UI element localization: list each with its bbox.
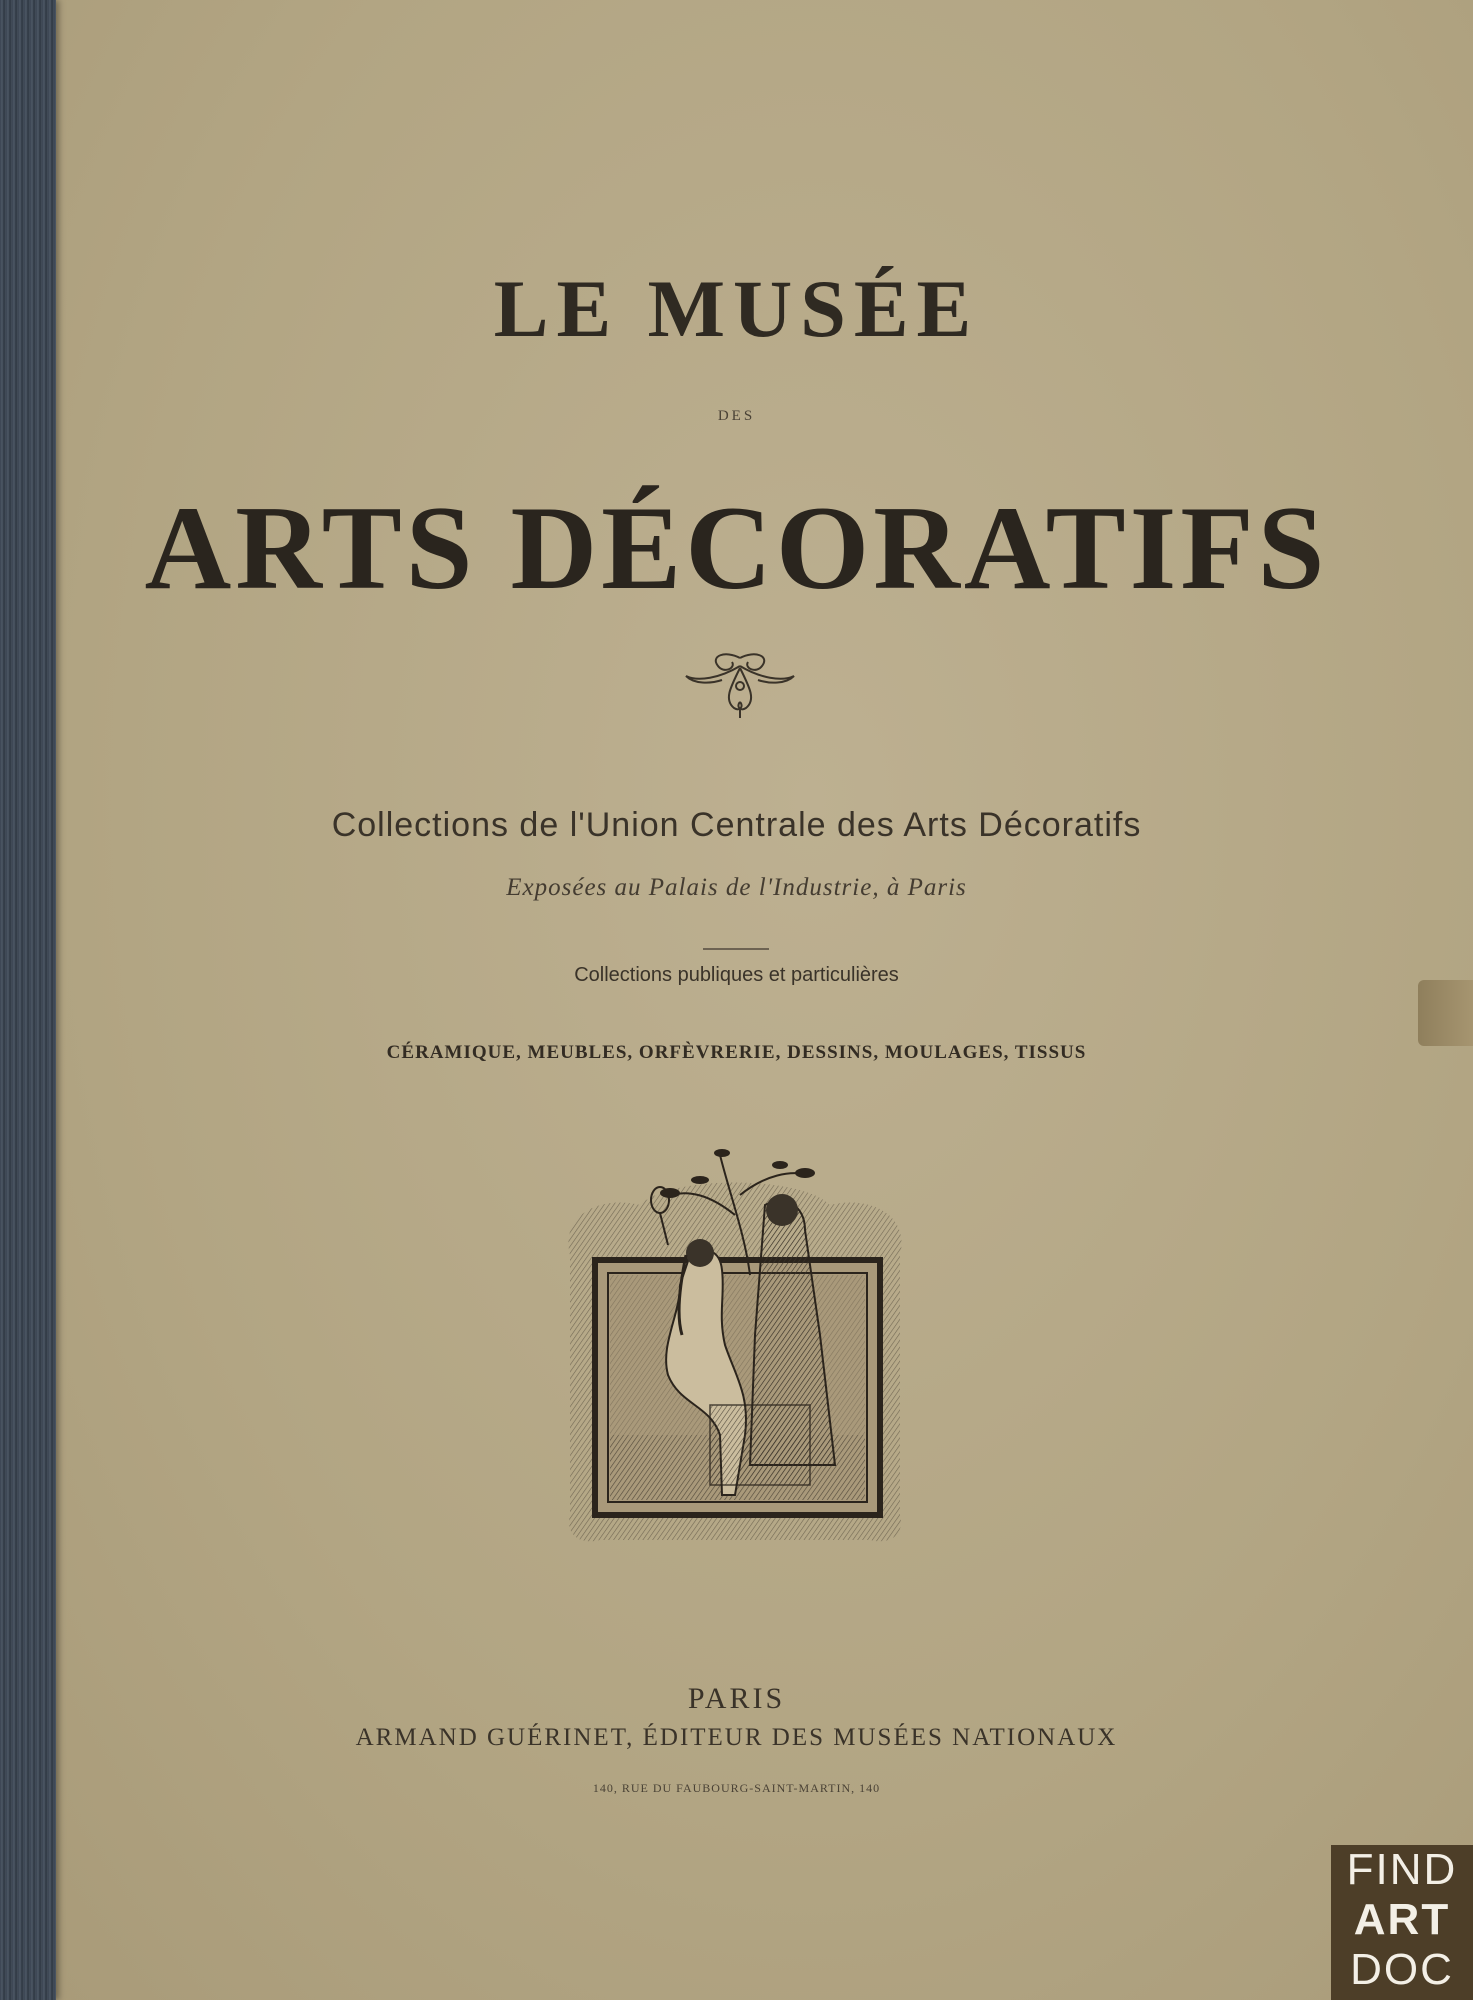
imprint-publisher: ARMAND GUÉRINET, ÉDITEUR DES MUSÉES NATIONAUX [355, 1724, 1118, 1751]
flourish-ornament-icon [680, 648, 800, 720]
imprint-address: 140, RUE DU FAUBOURG-SAINT-MARTIN, 140 [592, 1781, 881, 1795]
allegorical-engraving-illustration [550, 1135, 920, 1550]
book-spine [0, 0, 56, 2000]
exposees-subtitle: Exposées au Palais de l'Industrie, à Paris [506, 874, 967, 901]
title-line-des: DES [717, 408, 756, 424]
watermark-line1: FIND [1346, 1845, 1458, 1894]
findartdoc-watermark-logo [1331, 1845, 1473, 2000]
title-line-arts-decoratifs: ARTS DÉCORATIFS [144, 481, 1329, 614]
publiques-subtitle: Collections publiques et particulières [574, 964, 899, 986]
categories-line: CÉRAMIQUE, MEUBLES, ORFÈVRERIE, DESSINS, MOULAGES, TISSUS [386, 1042, 1087, 1063]
collections-subtitle: Collections de l'Union Centrale des Arts Décoratifs [331, 806, 1142, 844]
title-line-musee: LE MUSÉE [493, 263, 980, 354]
divider-rule [703, 948, 769, 950]
page-tab [1418, 980, 1473, 1046]
watermark-line3: DOC [1350, 1945, 1454, 1994]
watermark-line2: ART [1353, 1895, 1451, 1944]
imprint-city: PARIS [687, 1682, 786, 1715]
